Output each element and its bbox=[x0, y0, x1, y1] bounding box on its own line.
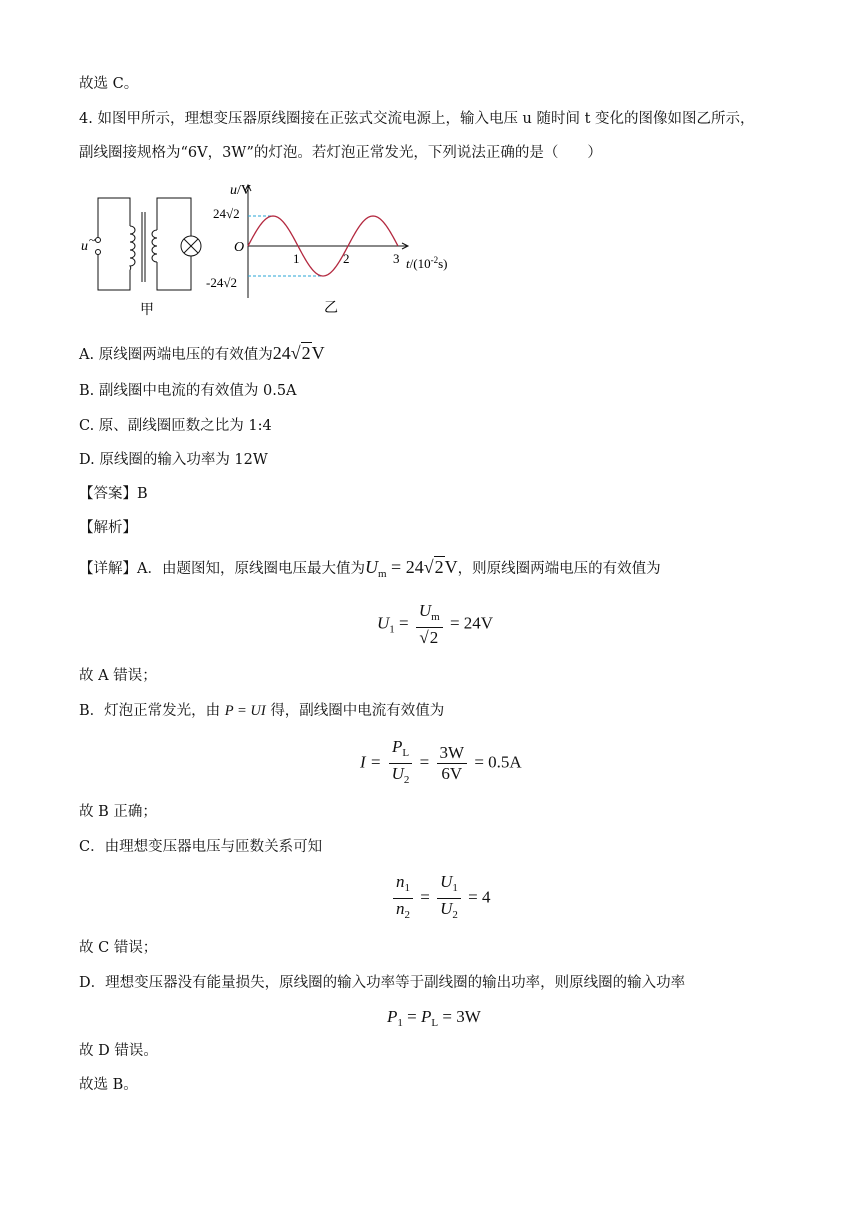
detail-a-unit: V bbox=[444, 557, 458, 577]
equation-3: $\frac{n_1}{n_2}$ = $\frac{U_1}{U_2}$ = 4 bbox=[390, 873, 490, 924]
detail-a-prefix: 【详解】A．由题图知，原线圈电压最大值为 bbox=[79, 561, 365, 577]
detail-b bbox=[79, 701, 444, 721]
origin-label: O bbox=[234, 240, 245, 255]
eq4-mid: P bbox=[420, 1007, 432, 1026]
detail-a: 【详解】A．由题图知，原线圈电压最大值为$U_m = 24√2V$，则原线圈两端电压的有效值为 bbox=[79, 557, 661, 580]
detail-a-eq: = 24 bbox=[391, 557, 424, 577]
conclusion-a: 故 A 错误； bbox=[79, 668, 157, 684]
eq3-num: n bbox=[396, 872, 405, 891]
eq3-fraction-1 bbox=[393, 873, 413, 924]
graph-caption: 乙 bbox=[324, 301, 338, 316]
detail-b-suffix: 得，副线圈中电流有效值为 bbox=[270, 703, 445, 719]
y-min-label: -24√2 bbox=[206, 275, 237, 290]
eq2-rhs: = 0.5A bbox=[474, 752, 522, 772]
eq3-f2-den: U bbox=[440, 899, 453, 918]
y-axis-label: u/V bbox=[230, 183, 251, 198]
conclusion-c: 故 C 错误； bbox=[79, 940, 158, 956]
equation-1: $U_1$ = $\frac{U_m}{√2}$ = 24V bbox=[377, 601, 494, 647]
equation-2: I = $\frac{P_L}{U_2}$ = $\frac{3W}{6V}$ = 0.5A bbox=[360, 738, 522, 789]
eq3-rhs: = 4 bbox=[468, 887, 491, 907]
prev-conclusion: 故选 C。 bbox=[79, 76, 139, 92]
source-tilde: ~ bbox=[89, 233, 96, 247]
eq2-f1-num: P bbox=[391, 737, 403, 756]
eq2-f2-den: 6V bbox=[441, 764, 463, 783]
eq1-num-sub: m bbox=[431, 611, 440, 623]
eq4-rhs: = 3W bbox=[442, 1007, 481, 1026]
eq1-fraction: $\frac{U_m}{√2}$ bbox=[416, 602, 443, 647]
eq3-f2-num-sub: 1 bbox=[452, 882, 458, 894]
eq2-f1-num-sub: L bbox=[402, 747, 410, 759]
question-line-2: 副线圈接规格为“6V，3W”的灯泡。若灯泡正常发光，下列说法正确的是（ ） bbox=[79, 145, 602, 161]
detail-b-prefix: B．灯泡正常发光，由 bbox=[79, 703, 221, 719]
source-u-label: u bbox=[81, 239, 88, 254]
eq1-rhs: = 24V bbox=[449, 613, 494, 633]
eq1-lhs: U bbox=[377, 613, 390, 633]
y-max-label: 24√2 bbox=[213, 206, 240, 221]
analysis-label: 【解析】 bbox=[79, 520, 137, 536]
eq2-f1-den-sub: 2 bbox=[403, 774, 410, 786]
x-tick-label: 2 bbox=[343, 251, 350, 266]
detail-a-suffix: ，则原线圈两端电压的有效值为 bbox=[457, 561, 661, 577]
option-b: B. 副线圈中电流的有效值为 0.5A bbox=[79, 383, 297, 399]
eq3-f2-num: U bbox=[440, 872, 453, 891]
eq2-fraction-1 bbox=[389, 738, 413, 789]
option-a-value: 24 bbox=[272, 343, 291, 363]
eq2-f2-num: 3W bbox=[437, 744, 468, 764]
x-axis-label: $t/(10^{-2}s)$ bbox=[406, 255, 448, 271]
eq3-num-sub: 1 bbox=[404, 882, 410, 894]
eq4-mid-sub: L bbox=[431, 1017, 439, 1029]
x-tick-label: 3 bbox=[393, 251, 400, 266]
eq3-fraction-2 bbox=[437, 873, 461, 924]
eq4-lhs: P bbox=[387, 1007, 398, 1026]
conclusion-b: 故 B 正确； bbox=[79, 804, 157, 820]
eq1-lhs-sub: 1 bbox=[389, 623, 395, 636]
x-tick-label: 1 bbox=[293, 251, 300, 266]
eq3-f2-den-sub: 2 bbox=[452, 909, 458, 921]
answer-label: 【答案】B bbox=[79, 486, 148, 502]
option-c: C. 原、副线圈匝数之比为 1:4 bbox=[79, 418, 272, 434]
circuit-caption: 甲 bbox=[140, 303, 154, 318]
conclusion-d: 故 D 错误。 bbox=[79, 1043, 158, 1059]
eq3-den: n bbox=[396, 899, 405, 918]
equation-4: $P_1 = P_L = 3W$ bbox=[387, 1007, 481, 1029]
eq2-f1-den: U bbox=[391, 764, 404, 783]
detail-c: C．由理想变压器电压与匝数关系可知 bbox=[79, 839, 323, 855]
option-a-text: A. 原线圈两端电压的有效值为 bbox=[79, 347, 273, 363]
eq1-num: U bbox=[418, 601, 432, 620]
eq1-den-root: 2 bbox=[429, 628, 439, 647]
question-line-1: 4. 如图甲所示，理想变压器原线圈接在正弦式交流电源上，输入电压 u 随时间 t 变化的图像如图乙所示， bbox=[79, 111, 755, 127]
option-a-root: 2 bbox=[301, 343, 311, 363]
detail-a-root: 2 bbox=[434, 557, 444, 577]
eq4-lhs-sub: 1 bbox=[397, 1017, 403, 1029]
option-a-unit: V bbox=[311, 343, 325, 363]
eq2-fraction-2 bbox=[437, 744, 468, 783]
final-answer: 故选 B。 bbox=[79, 1077, 138, 1093]
option-d: D. 原线圈的输入功率为 12W bbox=[79, 452, 268, 468]
option-a: A. 原线圈两端电压的有效值为24√2V bbox=[79, 343, 325, 363]
detail-d: D．理想变压器没有能量损失，原线圈的输入功率等于副线圈的输出功率，则原线圈的输入功率 bbox=[79, 975, 686, 991]
eq3-den-sub: 2 bbox=[404, 909, 410, 921]
detail-a-um-sub: m bbox=[377, 568, 387, 580]
detail-b-formula: P = UI bbox=[224, 703, 266, 719]
eq2-lhs: I = bbox=[360, 752, 382, 772]
detail-a-um: U bbox=[364, 557, 378, 577]
voltage-time-graph bbox=[196, 180, 458, 322]
